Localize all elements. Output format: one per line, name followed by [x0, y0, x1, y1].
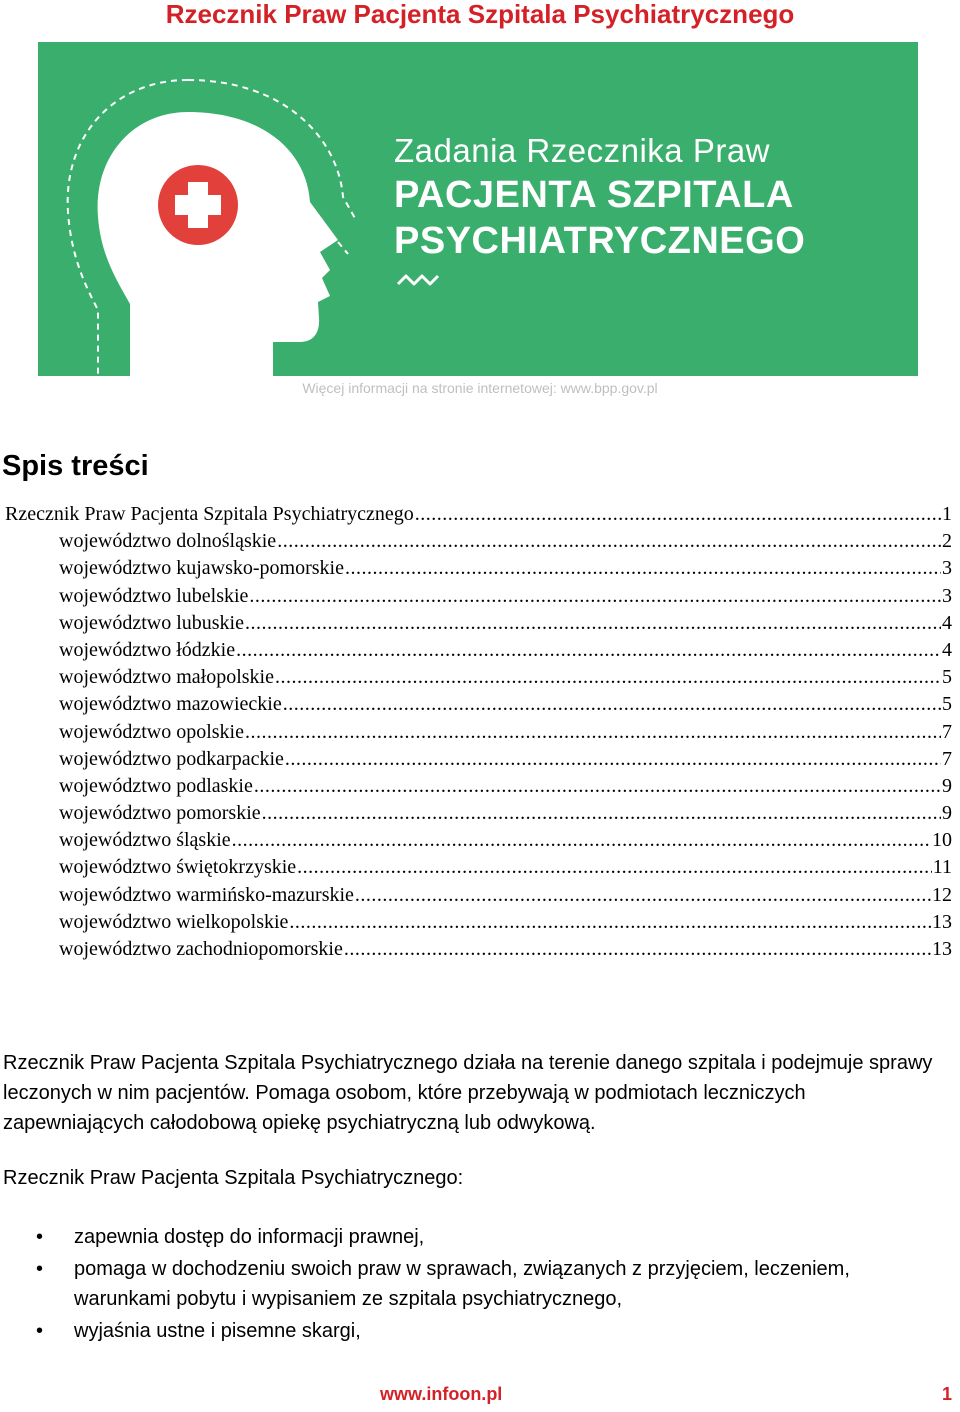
toc-entry[interactable] [0, 746, 952, 773]
duties-list [0, 1222, 950, 1348]
toc-entry-label: województwo kujawsko-pomorskie [59, 557, 344, 580]
toc-leader [277, 528, 941, 555]
toc-entry-label: województwo opolskie [59, 720, 244, 743]
toc-entry[interactable] [0, 773, 952, 800]
banner-line-2: PACJENTA SZPITALA [394, 174, 794, 216]
list-item-text: pomaga w dochodzeniu swoich praw w sprawach, związanych z przyjęciem, leczeniem, warunkami pobytu i wypisaniem ze szpitala psychiatrycznego, [74, 1258, 850, 1310]
toc-entry[interactable] [0, 691, 952, 718]
toc-leader [355, 882, 931, 909]
toc-entry-page: 13 [932, 938, 952, 960]
toc-entry-label: województwo mazowieckie [59, 693, 282, 716]
toc-entry-page: 7 [942, 720, 952, 743]
toc-leader [236, 637, 941, 664]
toc-leader [285, 746, 941, 773]
toc-entry-page: 5 [942, 693, 952, 716]
footer-page-number: 1 [942, 1384, 953, 1404]
toc-entry-label: województwo świętokrzyskie [59, 856, 297, 879]
toc-entry-page: 12 [932, 883, 952, 906]
toc-leader [232, 827, 931, 854]
toc-entry[interactable] [0, 528, 952, 555]
toc-entry-page: 2 [942, 530, 952, 553]
list-item [0, 1254, 950, 1314]
toc-entry-label: województwo lubuskie [59, 611, 244, 634]
toc-entry-label: województwo dolnośląskie [59, 530, 277, 553]
toc-entry-page: 3 [942, 557, 952, 580]
toc-entry[interactable] [0, 854, 952, 881]
toc-entry[interactable] [0, 882, 952, 909]
toc-leader [344, 936, 931, 963]
toc-entry-page: 13 [932, 910, 952, 933]
toc-heading: Spis treści [2, 450, 149, 482]
toc-entry-label: Rzecznik Praw Pacjenta Szpitala Psychiatrycznego [5, 503, 414, 525]
toc-entry-page: 4 [942, 611, 952, 634]
toc-leader [345, 555, 941, 582]
toc-entry-page: 1 [942, 503, 952, 525]
toc-entry[interactable] [0, 800, 952, 827]
toc-entry[interactable] [0, 637, 952, 664]
toc-entry-page: 10 [932, 829, 952, 852]
toc-entry-page: 9 [942, 774, 952, 797]
toc-entry[interactable] [0, 936, 952, 963]
toc-entry[interactable] [0, 501, 952, 528]
toc-entry-label: województwo podkarpackie [59, 747, 284, 770]
toc-entry-label: województwo małopolskie [59, 666, 274, 689]
banner [38, 42, 918, 376]
bullet-icon: • [36, 1320, 44, 1342]
toc-entry-page: 4 [942, 638, 952, 661]
toc-leader [254, 773, 941, 800]
toc-leader [289, 909, 931, 936]
toc-leader [245, 610, 941, 637]
bullet-icon: • [36, 1258, 44, 1280]
toc-entry-page: 3 [942, 584, 952, 607]
toc-entry-page: 7 [942, 747, 952, 770]
toc-entry[interactable] [0, 827, 952, 854]
list-item [0, 1222, 950, 1252]
toc-entry[interactable] [0, 555, 952, 582]
banner-line-1: Zadania Rzecznika Praw [394, 132, 770, 169]
toc-entry[interactable] [0, 909, 952, 936]
footer-url[interactable]: www.infoon.pl [380, 1384, 503, 1404]
intro-paragraph: Rzecznik Praw Pacjenta Szpitala Psychiatrycznego działa na terenie danego szpitala i podejmuje sprawy leczonych w nim pacjentów. Pomaga osobom, które przebywają w podmiotach leczniczych zapewniających całodobową opiekę psychiatryczną lub odwykową. [3, 1052, 933, 1134]
toc-entry-label: województwo lubelskie [59, 584, 249, 607]
toc-entry-label: województwo warmińsko-mazurskie [59, 883, 354, 906]
toc-entry-page: 11 [932, 856, 952, 879]
toc-entry[interactable] [0, 719, 952, 746]
toc-entry[interactable] [0, 583, 952, 610]
toc-entry-label: województwo śląskie [59, 829, 231, 852]
list-item-text: wyjaśnia ustne i pisemne skargi, [74, 1320, 361, 1342]
toc-leader [249, 583, 941, 610]
toc-leader [275, 664, 941, 691]
toc-entry-page: 5 [942, 666, 952, 689]
toc-entry-label: województwo łódzkie [59, 638, 236, 661]
list-item [0, 1316, 950, 1346]
toc-entry[interactable] [0, 610, 952, 637]
table-of-contents [0, 501, 952, 963]
toc-entry-label: województwo wielkopolskie [59, 910, 289, 933]
duties-heading: Rzecznik Praw Pacjenta Szpitala Psychiatrycznego: [3, 1167, 464, 1189]
toc-entry-label: województwo pomorskie [59, 802, 261, 825]
toc-leader [415, 501, 941, 528]
list-item-text: zapewnia dostęp do informacji prawnej, [74, 1226, 425, 1248]
toc-leader [262, 800, 941, 827]
toc-entry-label: województwo podlaskie [59, 774, 253, 797]
more-info-link[interactable]: Więcej informacji na stronie internetowej: www.bpp.gov.pl [302, 380, 658, 396]
toc-leader [297, 854, 932, 881]
bullet-icon: • [36, 1226, 44, 1248]
toc-leader [245, 719, 941, 746]
banner-text [394, 130, 805, 264]
toc-entry-label: województwo zachodniopomorskie [59, 938, 343, 960]
document-title: Rzecznik Praw Pacjenta Szpitala Psychiatrycznego [165, 0, 795, 29]
toc-leader [283, 691, 941, 718]
toc-entry-page: 9 [942, 802, 952, 825]
toc-entry[interactable] [0, 664, 952, 691]
banner-line-3: PSYCHIATRYCZNEGO [394, 220, 806, 262]
